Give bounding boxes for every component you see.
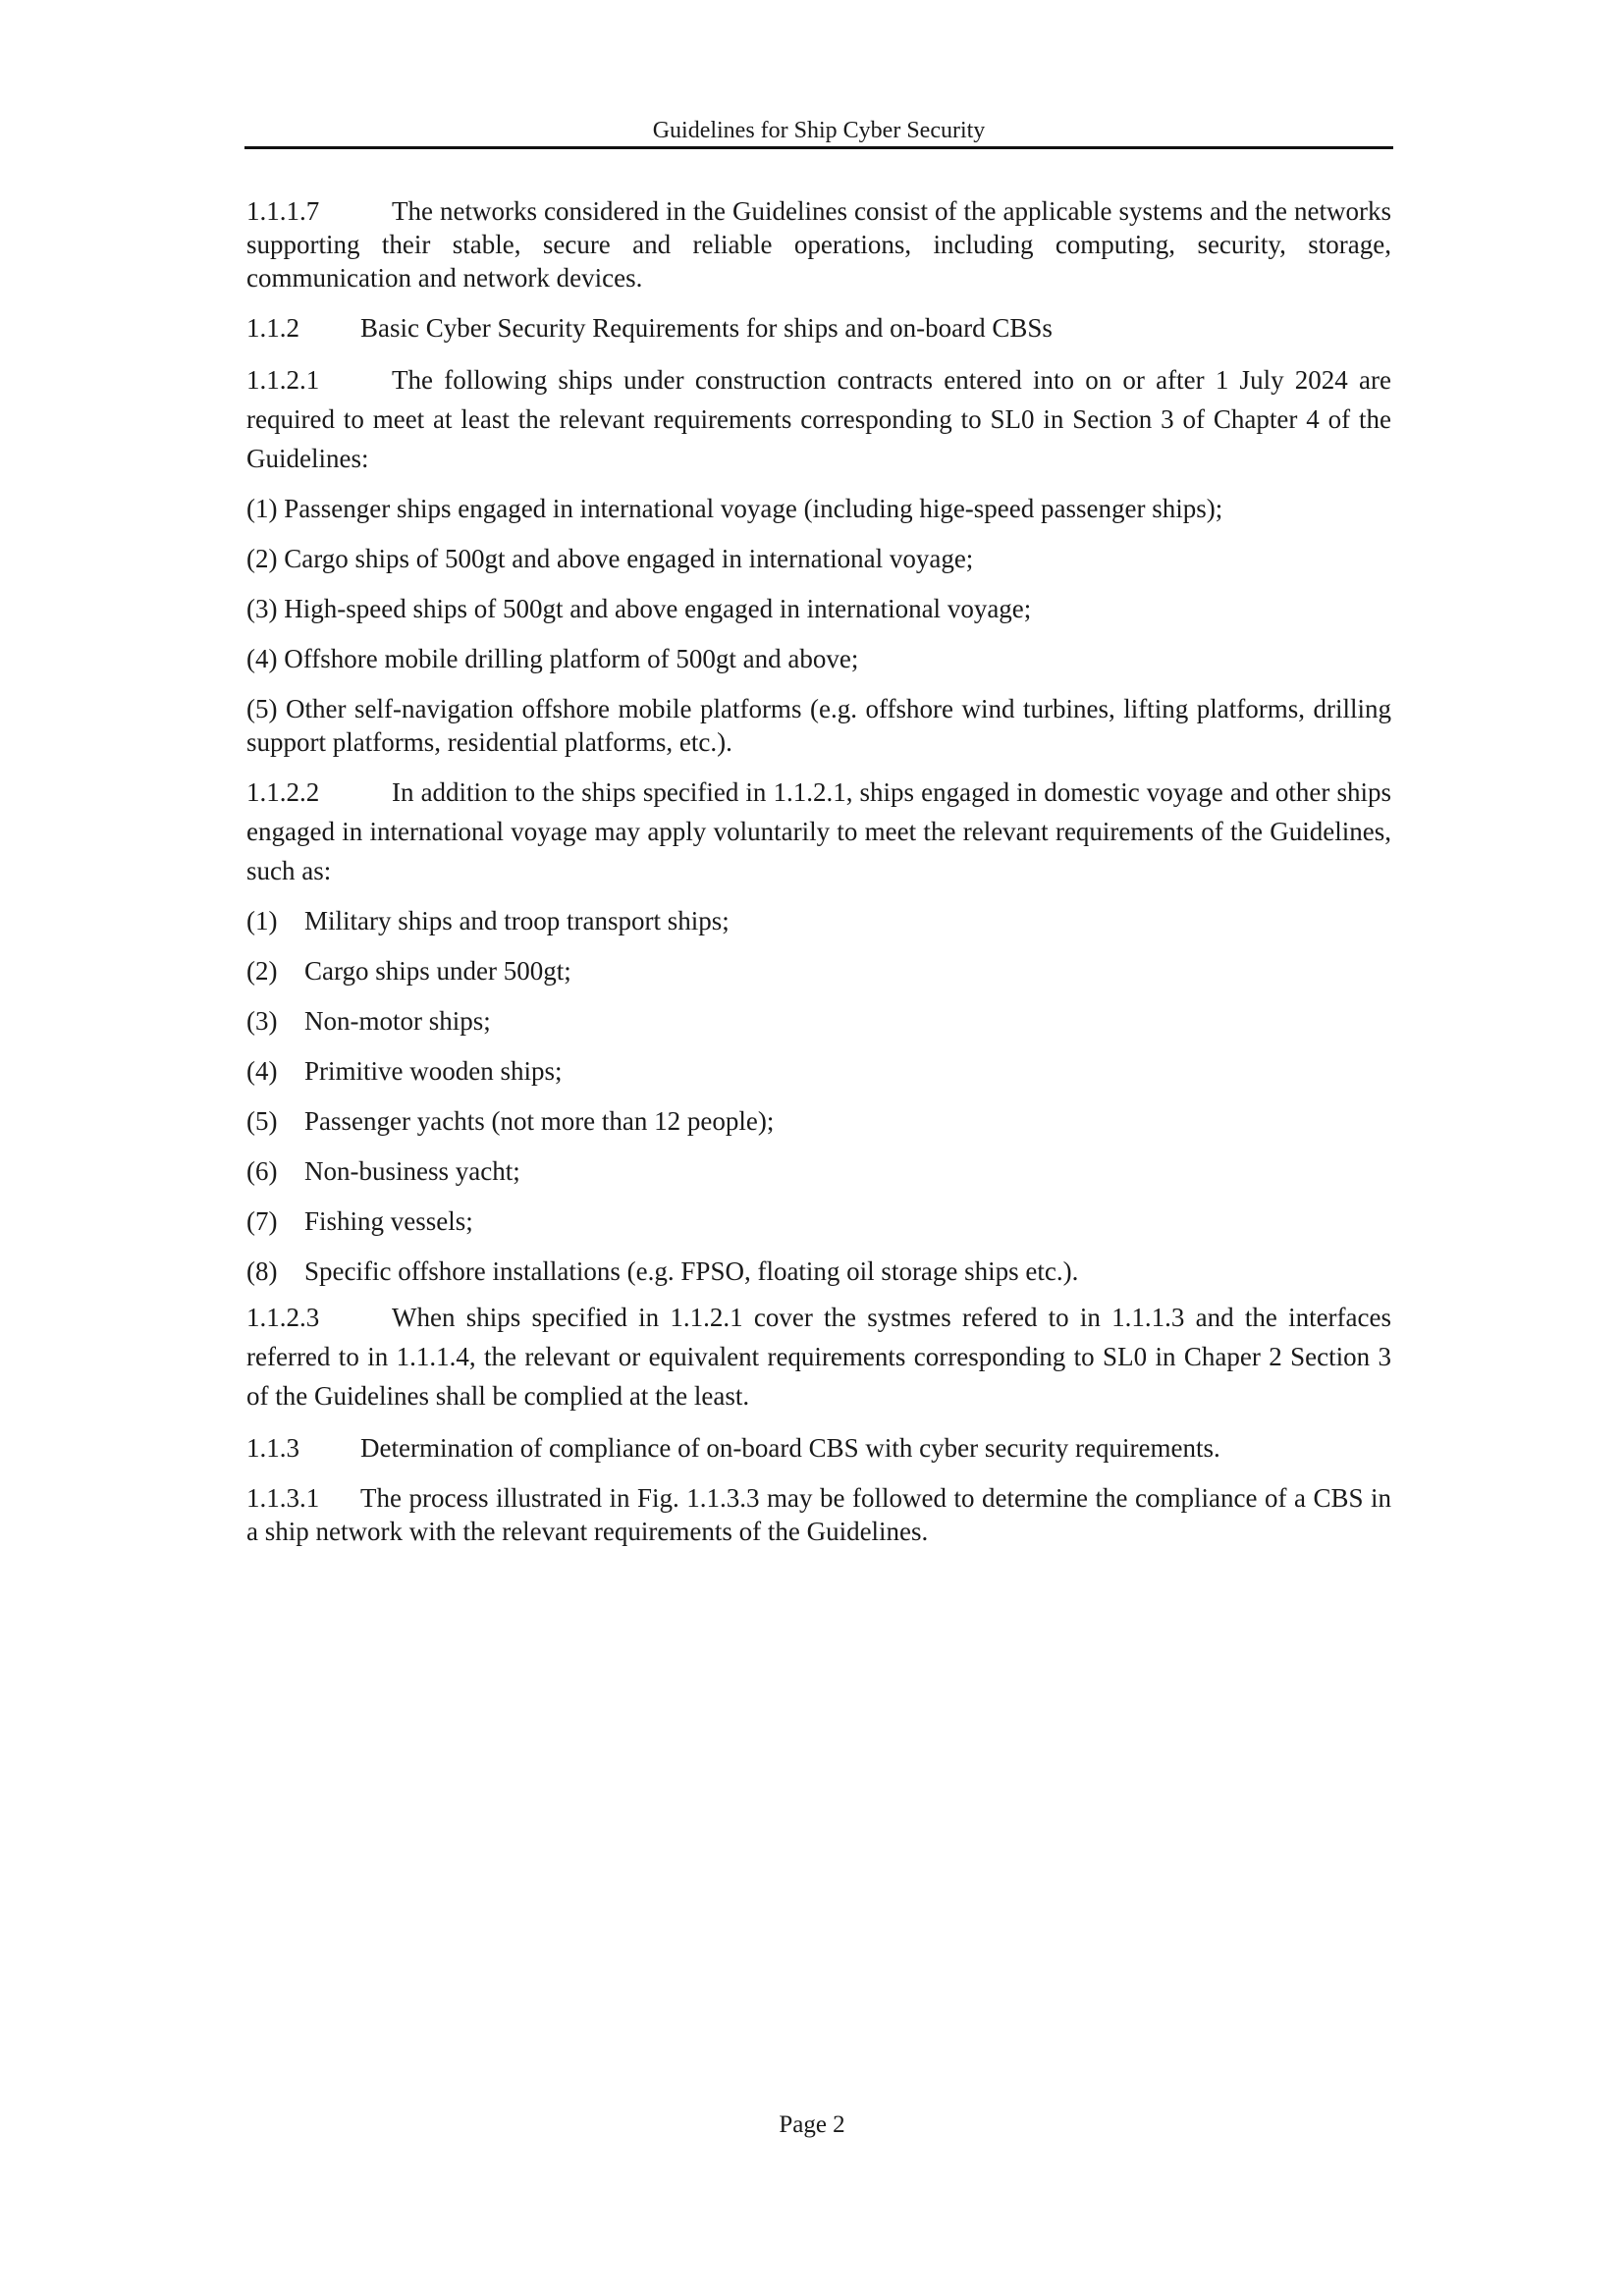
list-text: Passenger yachts (not more than 12 people); bbox=[304, 1106, 775, 1136]
voluntary-list-item bbox=[246, 954, 1391, 988]
list-label: (1) bbox=[246, 906, 278, 935]
clause-text: When ships specified in 1.1.2.1 cover the systmes refered to in 1.1.1.3 and the interfaces referred to in 1.1.1.4, the relevant or equivalent requirements corresponding to SL0 in Chaper 2 Section 3 of the Guidelines shall be complied at the least. bbox=[246, 1303, 1391, 1411]
list-text: Non-business yacht; bbox=[304, 1156, 520, 1186]
voluntary-list-item bbox=[246, 1255, 1391, 1288]
list-label: (4) bbox=[246, 1056, 278, 1086]
voluntary-list-item bbox=[246, 1204, 1391, 1238]
header-rule bbox=[244, 146, 1393, 149]
list-label: (7) bbox=[246, 1206, 278, 1236]
list-text: Non-motor ships; bbox=[304, 1006, 491, 1036]
voluntary-list-item bbox=[246, 1104, 1391, 1138]
clause-text: The process illustrated in Fig. 1.1.3.3 may be followed to determine the compliance of a CBS in a ship network with the relevant requirements of the Guidelines. bbox=[246, 1483, 1391, 1546]
heading-text: Basic Cyber Security Requirements for ships and on-board CBSs bbox=[360, 313, 1053, 343]
paragraph-1-1-1-7 bbox=[246, 194, 1391, 294]
clause-text: The networks considered in the Guidelines consist of the applicable systems and the networks supporting their stable, secure and reliable operations, including computing, security, storage, communication and network devices. bbox=[246, 196, 1391, 293]
clause-number: 1.1.3 bbox=[246, 1433, 299, 1463]
ship-list-item: (3) High-speed ships of 500gt and above engaged in international voyage; bbox=[246, 594, 1032, 623]
heading-1-1-3 bbox=[246, 1431, 1391, 1465]
heading-text: Determination of compliance of on-board CBS with cyber security requirements. bbox=[360, 1433, 1220, 1463]
paragraph-1-1-2-2 bbox=[246, 773, 1391, 890]
running-header: Guidelines for Ship Cyber Security bbox=[652, 118, 986, 143]
paragraph-1-1-2-1 bbox=[246, 360, 1391, 478]
ship-list-item: (2) Cargo ships of 500gt and above engaged in international voyage; bbox=[246, 544, 974, 573]
list-text: Primitive wooden ships; bbox=[304, 1056, 563, 1086]
ship-list-item: (4) Offshore mobile drilling platform of 500gt and above; bbox=[246, 644, 859, 673]
list-label: (5) bbox=[246, 1106, 278, 1136]
list-text: Specific offshore installations (e.g. FPSO, floating oil storage ships etc.). bbox=[304, 1256, 1079, 1286]
clause-text: The following ships under construction contracts entered into on or after 1 July 2024 are required to meet at least the relevant requirements corresponding to SL0 in Section 3 of Chapter 4 of the Guidelines: bbox=[246, 365, 1391, 473]
voluntary-list-item bbox=[246, 904, 1391, 937]
clause-number: 1.1.3.1 bbox=[246, 1483, 320, 1513]
voluntary-list-item bbox=[246, 1054, 1391, 1088]
voluntary-list-item bbox=[246, 1154, 1391, 1188]
ship-list-item: (5) Other self-navigation offshore mobile platforms (e.g. offshore wind turbines, lifting platforms, drilling support platforms, residential platforms, etc.). bbox=[246, 694, 1391, 757]
clause-number: 1.1.2.3 bbox=[246, 1303, 320, 1332]
list-label: (2) bbox=[246, 956, 278, 986]
clause-number: 1.1.1.7 bbox=[246, 196, 320, 226]
list-text: Fishing vessels; bbox=[304, 1206, 473, 1236]
paragraph-1-1-3-1 bbox=[246, 1481, 1391, 1548]
list-label: (6) bbox=[246, 1156, 278, 1186]
paragraph-1-1-2-3 bbox=[246, 1298, 1391, 1415]
clause-number: 1.1.2.2 bbox=[246, 777, 320, 807]
voluntary-list-item bbox=[246, 1004, 1391, 1038]
page-number: Page 2 bbox=[779, 2111, 845, 2138]
list-label: (8) bbox=[246, 1256, 278, 1286]
heading-1-1-2 bbox=[246, 311, 1391, 345]
ship-list-item: (1) Passenger ships engaged in international voyage (including hige-speed passenger ships); bbox=[246, 494, 1223, 523]
clause-text: In addition to the ships specified in 1.1.2.1, ships engaged in domestic voyage and other ships engaged in international voyage may apply voluntarily to meet the relevant requirements of the Guidelines, such as: bbox=[246, 777, 1391, 885]
page-body bbox=[246, 194, 1391, 1548]
list-text: Cargo ships under 500gt; bbox=[304, 956, 571, 986]
list-label: (3) bbox=[246, 1006, 278, 1036]
clause-number: 1.1.2.1 bbox=[246, 365, 320, 395]
clause-number: 1.1.2 bbox=[246, 313, 299, 343]
list-text: Military ships and troop transport ships; bbox=[304, 906, 730, 935]
